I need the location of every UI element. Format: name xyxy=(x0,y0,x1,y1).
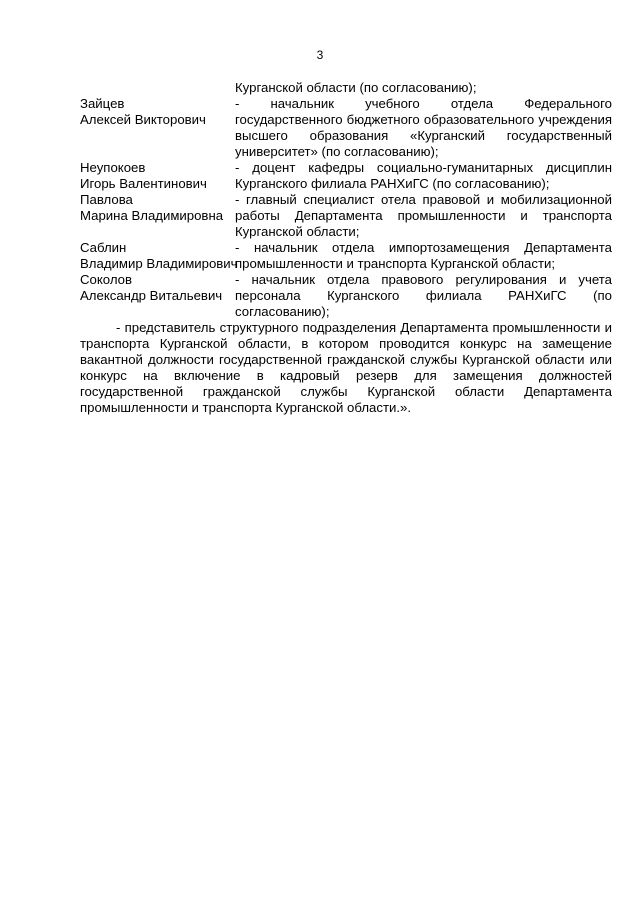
member-surname: Павлова xyxy=(80,192,133,207)
list-item xyxy=(80,240,612,272)
commission-list xyxy=(80,80,612,416)
final-paragraph: - представитель структурного подразделения Департамента промышленности и транспорта Курганской области, в котором проводится конкурс на замещение вакантной должности государственной гражданской службы Курганской области или конкурс на включение в кадровый резерв для замещения должностей государственной гражданской службы Курганской области Департамента промышленности и транспорта Курганской области.». xyxy=(80,320,612,415)
list-item xyxy=(80,160,612,192)
list-item xyxy=(80,192,612,240)
list-item xyxy=(80,96,612,160)
member-given-name: Марина Владимировна xyxy=(80,208,224,223)
member-surname: Неупокоев xyxy=(80,160,146,175)
member-name xyxy=(80,272,235,304)
member-name xyxy=(80,96,235,128)
member-given-name: Владимир Владимирович xyxy=(80,256,238,271)
member-given-name: Алексей Викторович xyxy=(80,112,206,127)
member-name xyxy=(80,240,238,272)
member-surname: Саблин xyxy=(80,240,127,255)
continuation-text: Курганской области (по согласованию); xyxy=(235,80,477,95)
member-surname: Соколов xyxy=(80,272,133,287)
member-role: - начальник отдела импортозамещения Департамента промышленности и транспорта Курганской области; xyxy=(235,240,612,271)
member-role: - главный специалист отела правовой и мобилизационной работы Департамента промышленности и транспорта Курганской области; xyxy=(235,192,612,239)
member-name xyxy=(80,160,235,192)
list-item xyxy=(80,272,612,320)
member-role: - начальник учебного отдела Федерального государственного бюджетного образовательного учреждения высшего образования «Курганский государственный университет» (по согласованию); xyxy=(235,96,612,159)
list-item-continuation xyxy=(80,80,612,96)
member-given-name: Игорь Валентинович xyxy=(80,176,207,191)
member-role: - начальник отдела правового регулирования и учета персонала Курганского филиала РАНХиГС (по согласованию); xyxy=(235,272,612,319)
member-role: - доцент кафедры социально-гуманитарных дисциплин Курганского филиала РАНХиГС (по согласованию); xyxy=(235,160,612,191)
member-given-name: Александр Витальевич xyxy=(80,288,223,303)
member-name xyxy=(80,192,235,224)
member-surname: Зайцев xyxy=(80,96,125,111)
page-number: 3 xyxy=(316,48,324,62)
